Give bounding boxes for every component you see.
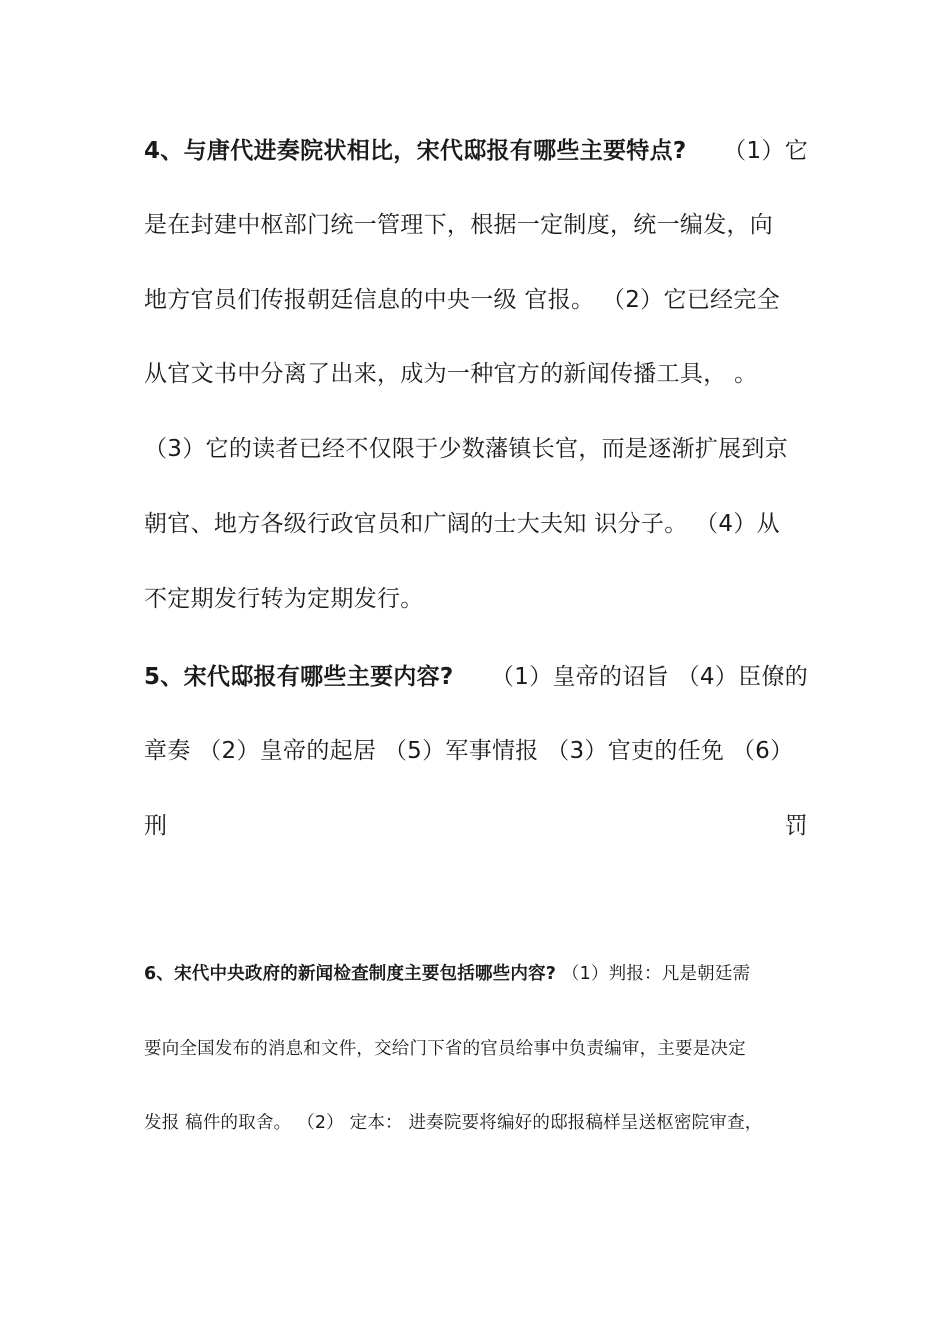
q4-line-1 <box>144 136 808 166</box>
q4-line-2: 是在封建中枢部门统一管理下，根据一定制度，统一编发，向 <box>144 212 774 238</box>
q5-line-3 <box>144 811 808 841</box>
q5-line-3-left: 刑 <box>144 813 168 839</box>
q4-line-3: 地方官员们传报朝廷信息的中央一级 官报。 （2）它已经完全 <box>144 287 780 313</box>
q4-line-4: 从官文书中分离了出来，成为一种官方的新闻传播工具， 。 <box>144 361 758 387</box>
q6-answer-start: （1）判报：凡是朝廷需 <box>561 964 751 984</box>
q5-line-2: 章奏 （2）皇帝的起居 （5）军事情报 （3）官吏的任免 （6） <box>144 738 794 764</box>
q6-line-3: 发报 稿件的取舍。 （2） 定本： 进奏院要将编好的邸报稿样呈送枢密院审查， <box>144 1113 763 1133</box>
q6-line-1 <box>144 962 808 986</box>
q5-line-3-right: 罚 <box>784 813 808 839</box>
q4-question: 4、与唐代进奏院状相比，宋代邸报有哪些主要特点? <box>144 138 687 164</box>
q4-line-7: 不定期发行转为定期发行。 <box>144 586 424 612</box>
q5-line-1 <box>144 662 808 692</box>
q5-answer-start: （1）皇帝的诏旨 （4）臣僚的 <box>490 664 808 690</box>
q4-line-5: （3）它的读者已经不仅限于少数藩镇长官，而是逐渐扩展到京 <box>144 436 789 462</box>
q6-line-2: 要向全国发布的消息和文件，交给门下省的官员给事中负责编审，主要是决定 <box>144 1039 746 1059</box>
q4-answer-start: （1）它 <box>723 138 808 164</box>
q6-question: 6、宋代中央政府的新闻检查制度主要包括哪些内容? <box>144 964 557 984</box>
q5-question: 5、宋代邸报有哪些主要内容? <box>144 664 454 690</box>
q4-line-6: 朝官、地方各级行政官员和广阔的士大夫知 识分子。 （4）从 <box>144 511 780 537</box>
